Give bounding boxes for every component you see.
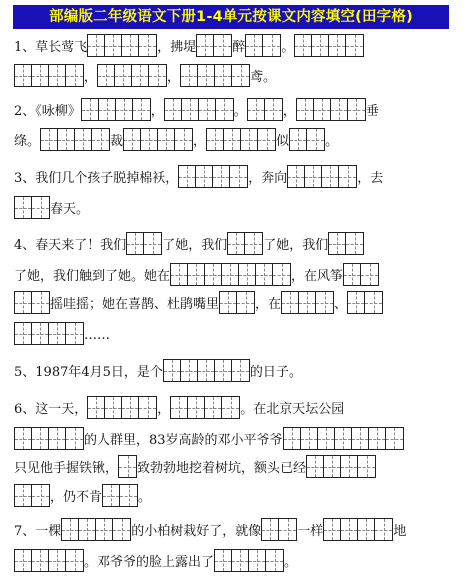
tianzige-cell[interactable] <box>196 166 213 187</box>
tianzige-blank[interactable] <box>289 128 325 151</box>
tianzige-cell[interactable] <box>216 99 233 120</box>
question-text: 绦。 <box>14 134 41 149</box>
tianzige-cell[interactable] <box>282 292 299 313</box>
question-text: ，在 <box>255 297 282 312</box>
tianzige-cell[interactable] <box>141 129 158 150</box>
question-4-line-3 <box>14 290 383 314</box>
question-text: 似 <box>276 134 290 149</box>
tianzige-cell[interactable] <box>62 519 79 540</box>
tianzige-cell[interactable] <box>365 292 382 313</box>
question-text: ， <box>282 104 296 119</box>
question-text: ， <box>84 70 98 85</box>
tianzige-blank[interactable] <box>97 64 167 87</box>
tianzige-cell[interactable] <box>127 233 144 254</box>
tianzige-blank[interactable] <box>118 455 137 478</box>
question-text: 6、这一天， <box>14 402 88 417</box>
tianzige-blank[interactable] <box>14 322 84 345</box>
tianzige-cell[interactable] <box>301 428 318 449</box>
question-text: 裁 <box>110 134 124 149</box>
question-text: 摇哇摇；她在喜鹊、杜鹃嘴里 <box>50 297 220 312</box>
tianzige-blank[interactable] <box>296 98 366 121</box>
question-text: ，奔向 <box>248 171 288 186</box>
question-text: 一样 <box>297 524 324 539</box>
tianzige-blank[interactable] <box>14 291 50 314</box>
question-3-line-2 <box>14 195 89 219</box>
tianzige-cell[interactable] <box>88 397 105 418</box>
tianzige-cell[interactable] <box>290 129 307 150</box>
tianzige-cell[interactable] <box>312 35 329 56</box>
tianzige-blank[interactable] <box>347 291 383 314</box>
tianzige-cell[interactable] <box>249 550 266 571</box>
tianzige-cell[interactable] <box>295 35 312 56</box>
tianzige-blank[interactable] <box>87 34 157 57</box>
tianzige-cell[interactable] <box>15 428 32 449</box>
tianzige-cell[interactable] <box>230 166 247 187</box>
tianzige-cell[interactable] <box>15 550 32 571</box>
tianzige-cell[interactable] <box>361 264 378 285</box>
tianzige-cell[interactable] <box>331 99 348 120</box>
tianzige-cell[interactable] <box>246 35 263 56</box>
tianzige-cell[interactable] <box>314 99 331 120</box>
tianzige-cell[interactable] <box>181 360 198 381</box>
tianzige-cell[interactable] <box>358 519 375 540</box>
tianzige-cell[interactable] <box>232 360 249 381</box>
tianzige-cell[interactable] <box>344 264 361 285</box>
tianzige-cell[interactable] <box>207 129 224 150</box>
tianzige-cell[interactable] <box>307 456 324 477</box>
question-4-line-4 <box>14 321 110 345</box>
tianzige-blank[interactable] <box>61 518 131 541</box>
tianzige-blank[interactable] <box>281 291 334 314</box>
question-2-line-2 <box>14 127 338 151</box>
question-text: 2、《咏柳》 <box>14 104 81 119</box>
question-6-line-2 <box>14 426 404 450</box>
tianzige-cell[interactable] <box>15 197 32 218</box>
tianzige-cell[interactable] <box>49 323 66 344</box>
question-text: 5、1987年4月5日，是个 <box>14 365 163 380</box>
tianzige-cell[interactable] <box>122 35 139 56</box>
question-3-line-1 <box>14 164 383 188</box>
question-text: 3、我们几个孩子脱掉棉袄， <box>14 171 179 186</box>
tianzige-cell[interactable] <box>329 35 346 56</box>
question-text: 。 <box>233 104 247 119</box>
tianzige-cell[interactable] <box>32 428 49 449</box>
question-text: ，拂堤 <box>157 40 197 55</box>
tianzige-blank[interactable] <box>170 396 240 419</box>
tianzige-cell[interactable] <box>144 233 161 254</box>
tianzige-cell[interactable] <box>228 233 245 254</box>
tianzige-cell[interactable] <box>133 99 150 120</box>
question-text: 致勃勃地挖着树坑，额头已经 <box>137 461 307 476</box>
tianzige-cell[interactable] <box>32 197 49 218</box>
question-1-line-1 <box>14 33 364 57</box>
question-text: 春天。 <box>50 202 90 217</box>
tianzige-cell[interactable] <box>386 428 403 449</box>
tianzige-cell[interactable] <box>258 129 275 150</box>
tianzige-cell[interactable] <box>120 485 137 506</box>
tianzige-cell[interactable] <box>341 456 358 477</box>
tianzige-cell[interactable] <box>324 456 341 477</box>
tianzige-cell[interactable] <box>266 550 283 571</box>
question-text: ， <box>167 70 181 85</box>
tianzige-cell[interactable] <box>262 519 279 540</box>
tianzige-cell[interactable] <box>324 519 341 540</box>
tianzige-cell[interactable] <box>149 65 166 86</box>
question-text: 了她，我们触到了她。她在 <box>14 269 171 284</box>
tianzige-cell[interactable] <box>105 35 122 56</box>
tianzige-cell[interactable] <box>215 65 232 86</box>
tianzige-cell[interactable] <box>215 360 232 381</box>
question-7-line-2 <box>14 548 297 572</box>
tianzige-cell[interactable] <box>88 35 105 56</box>
tianzige-cell[interactable] <box>164 360 181 381</box>
tianzige-blank[interactable] <box>81 98 151 121</box>
tianzige-blank[interactable] <box>323 518 393 541</box>
tianzige-cell[interactable] <box>139 397 156 418</box>
tianzige-cell[interactable] <box>115 65 132 86</box>
tianzige-blank[interactable] <box>14 427 84 450</box>
question-text: 只见他手握铁锹， <box>14 461 119 476</box>
tianzige-cell[interactable] <box>375 519 392 540</box>
question-text: ，仍不肯 <box>50 490 103 505</box>
tianzige-cell[interactable] <box>198 65 215 86</box>
tianzige-cell[interactable] <box>241 129 258 150</box>
tianzige-cell[interactable] <box>220 292 237 313</box>
tianzige-cell[interactable] <box>329 233 346 254</box>
tianzige-blank[interactable] <box>328 232 364 255</box>
tianzige-cell[interactable] <box>75 129 92 150</box>
question-text: 1、草长莺飞 <box>14 40 88 55</box>
tianzige-cell[interactable] <box>119 456 136 477</box>
tianzige-cell[interactable] <box>139 35 156 56</box>
question-text: 。 <box>325 134 339 149</box>
tianzige-cell[interactable] <box>32 323 49 344</box>
tianzige-cell[interactable] <box>215 550 232 571</box>
question-text: ， <box>150 104 164 119</box>
question-text: 4、春天来了！我们 <box>14 238 127 253</box>
tianzige-cell[interactable] <box>256 264 273 285</box>
tianzige-cell[interactable] <box>49 65 66 86</box>
tianzige-cell[interactable] <box>179 166 196 187</box>
question-text: 鸢。 <box>250 70 277 85</box>
tianzige-blank[interactable] <box>283 427 404 450</box>
tianzige-cell[interactable] <box>96 519 113 540</box>
tianzige-cell[interactable] <box>222 264 239 285</box>
question-4-line-1 <box>14 231 364 255</box>
tianzige-cell[interactable] <box>199 99 216 120</box>
tianzige-blank[interactable] <box>227 232 263 255</box>
tianzige-cell[interactable] <box>222 397 239 418</box>
question-6-line-4 <box>14 483 151 507</box>
question-7-line-1 <box>14 517 406 541</box>
tianzige-cell[interactable] <box>103 485 120 506</box>
tianzige-cell[interactable] <box>124 129 141 150</box>
tianzige-cell[interactable] <box>248 99 265 120</box>
tianzige-cell[interactable] <box>32 292 49 313</box>
tianzige-cell[interactable] <box>158 129 175 150</box>
tianzige-blank[interactable] <box>178 165 248 188</box>
tianzige-blank[interactable] <box>14 64 84 87</box>
tianzige-cell[interactable] <box>188 264 205 285</box>
tianzige-cell[interactable] <box>232 550 249 571</box>
tianzige-cell[interactable] <box>116 99 133 120</box>
tianzige-blank[interactable] <box>170 263 291 286</box>
question-text: 地 <box>393 524 407 539</box>
question-4-line-2 <box>14 262 379 286</box>
tianzige-cell[interactable] <box>171 397 188 418</box>
tianzige-cell[interactable] <box>198 360 215 381</box>
tianzige-cell[interactable] <box>348 292 365 313</box>
tianzige-blank[interactable] <box>206 128 276 151</box>
tianzige-blank[interactable] <box>261 518 297 541</box>
tianzige-cell[interactable] <box>284 428 301 449</box>
tianzige-blank[interactable] <box>196 34 232 57</box>
question-text: 。邓爷爷的脸上露出了 <box>84 555 215 570</box>
tianzige-blank[interactable] <box>164 98 234 121</box>
question-text: 了她，我们 <box>263 238 329 253</box>
tianzige-cell[interactable] <box>239 264 256 285</box>
tianzige-cell[interactable] <box>32 485 49 506</box>
tianzige-cell[interactable] <box>58 129 75 150</box>
question-text: 。 <box>284 555 298 570</box>
tianzige-cell[interactable] <box>339 166 356 187</box>
tianzige-blank[interactable] <box>14 549 84 572</box>
question-6-line-3 <box>14 454 376 478</box>
tianzige-blank[interactable] <box>180 64 250 87</box>
tianzige-cell[interactable] <box>358 456 375 477</box>
tianzige-cell[interactable] <box>132 65 149 86</box>
tianzige-blank[interactable] <box>123 128 193 151</box>
tianzige-cell[interactable] <box>214 35 231 56</box>
question-text: ，去 <box>357 171 384 186</box>
tianzige-cell[interactable] <box>66 65 83 86</box>
tianzige-blank[interactable] <box>14 196 50 219</box>
tianzige-blank[interactable] <box>163 359 250 382</box>
tianzige-cell[interactable] <box>171 264 188 285</box>
tianzige-cell[interactable] <box>348 99 365 120</box>
tianzige-cell[interactable] <box>66 550 83 571</box>
tianzige-cell[interactable] <box>346 35 363 56</box>
tianzige-blank[interactable] <box>219 291 255 314</box>
question-text: 醉 <box>232 40 246 55</box>
tianzige-cell[interactable] <box>49 550 66 571</box>
question-text: ， <box>193 134 207 149</box>
tianzige-blank[interactable] <box>214 549 284 572</box>
tianzige-cell[interactable] <box>265 99 282 120</box>
question-text: …… <box>84 328 110 343</box>
tianzige-blank[interactable] <box>40 128 110 151</box>
question-text: 。 <box>138 490 152 505</box>
tianzige-cell[interactable] <box>213 166 230 187</box>
tianzige-cell[interactable] <box>32 550 49 571</box>
tianzige-cell[interactable] <box>273 264 290 285</box>
tianzige-cell[interactable] <box>66 428 83 449</box>
tianzige-cell[interactable] <box>205 397 222 418</box>
tianzige-cell[interactable] <box>335 428 352 449</box>
tianzige-cell[interactable] <box>49 428 66 449</box>
tianzige-blank[interactable] <box>14 484 50 507</box>
tianzige-cell[interactable] <box>316 292 333 313</box>
question-text: 垂 <box>365 104 379 119</box>
tianzige-cell[interactable] <box>113 519 130 540</box>
question-text: 。在北京天坛公园 <box>240 402 345 417</box>
tianzige-blank[interactable] <box>306 455 376 478</box>
tianzige-cell[interactable] <box>41 129 58 150</box>
page-title: 部编版二年级语文下册1-4单元按课文内容填空(田字格) <box>13 5 449 29</box>
tianzige-cell[interactable] <box>122 397 139 418</box>
tianzige-blank[interactable] <box>245 34 281 57</box>
tianzige-cell[interactable] <box>232 65 249 86</box>
tianzige-cell[interactable] <box>305 166 322 187</box>
tianzige-cell[interactable] <box>279 519 296 540</box>
tianzige-blank[interactable] <box>247 98 283 121</box>
tianzige-cell[interactable] <box>15 485 32 506</box>
question-text: 的人群里，83岁高龄的邓小平爷爷 <box>84 433 283 448</box>
tianzige-cell[interactable] <box>224 129 241 150</box>
tianzige-cell[interactable] <box>32 65 49 86</box>
tianzige-cell[interactable] <box>92 129 109 150</box>
tianzige-cell[interactable] <box>245 233 262 254</box>
tianzige-cell[interactable] <box>205 264 222 285</box>
tianzige-blank[interactable] <box>294 34 364 57</box>
tianzige-cell[interactable] <box>98 65 115 86</box>
tianzige-blank[interactable] <box>102 484 138 507</box>
tianzige-cell[interactable] <box>346 233 363 254</box>
question-text: 的小柏树栽好了，就像 <box>131 524 262 539</box>
question-5-line-1 <box>14 358 302 382</box>
tianzige-cell[interactable] <box>299 292 316 313</box>
tianzige-cell[interactable] <box>15 323 32 344</box>
tianzige-cell[interactable] <box>182 99 199 120</box>
question-text: 的日子。 <box>249 365 302 380</box>
tianzige-cell[interactable] <box>105 397 122 418</box>
tianzige-cell[interactable] <box>165 99 182 120</box>
tianzige-cell[interactable] <box>322 166 339 187</box>
tianzige-cell[interactable] <box>66 323 83 344</box>
tianzige-cell[interactable] <box>82 99 99 120</box>
tianzige-cell[interactable] <box>237 292 254 313</box>
tianzige-cell[interactable] <box>297 99 314 120</box>
tianzige-blank[interactable] <box>126 232 162 255</box>
tianzige-cell[interactable] <box>341 519 358 540</box>
question-6-line-1 <box>14 395 344 419</box>
tianzige-cell[interactable] <box>369 428 386 449</box>
tianzige-cell[interactable] <box>318 428 335 449</box>
tianzige-cell[interactable] <box>188 397 205 418</box>
question-text: 。 <box>281 40 295 55</box>
tianzige-cell[interactable] <box>197 35 214 56</box>
tianzige-cell[interactable] <box>181 65 198 86</box>
question-2-line-1 <box>14 97 379 121</box>
tianzige-cell[interactable] <box>99 99 116 120</box>
tianzige-blank[interactable] <box>87 396 157 419</box>
tianzige-cell[interactable] <box>79 519 96 540</box>
tianzige-cell[interactable] <box>263 35 280 56</box>
question-1-line-2 <box>14 63 276 87</box>
tianzige-blank[interactable] <box>343 263 379 286</box>
question-text: ， <box>157 402 171 417</box>
question-text: 了她，我们 <box>162 238 228 253</box>
question-text: 7、一棵 <box>14 524 62 539</box>
tianzige-cell[interactable] <box>15 292 32 313</box>
question-text: 、 <box>334 297 348 312</box>
tianzige-cell[interactable] <box>352 428 369 449</box>
tianzige-cell[interactable] <box>288 166 305 187</box>
tianzige-blank[interactable] <box>287 165 357 188</box>
tianzige-cell[interactable] <box>307 129 324 150</box>
question-text: ，在风筝 <box>291 269 344 284</box>
tianzige-cell[interactable] <box>15 65 32 86</box>
tianzige-cell[interactable] <box>175 129 192 150</box>
